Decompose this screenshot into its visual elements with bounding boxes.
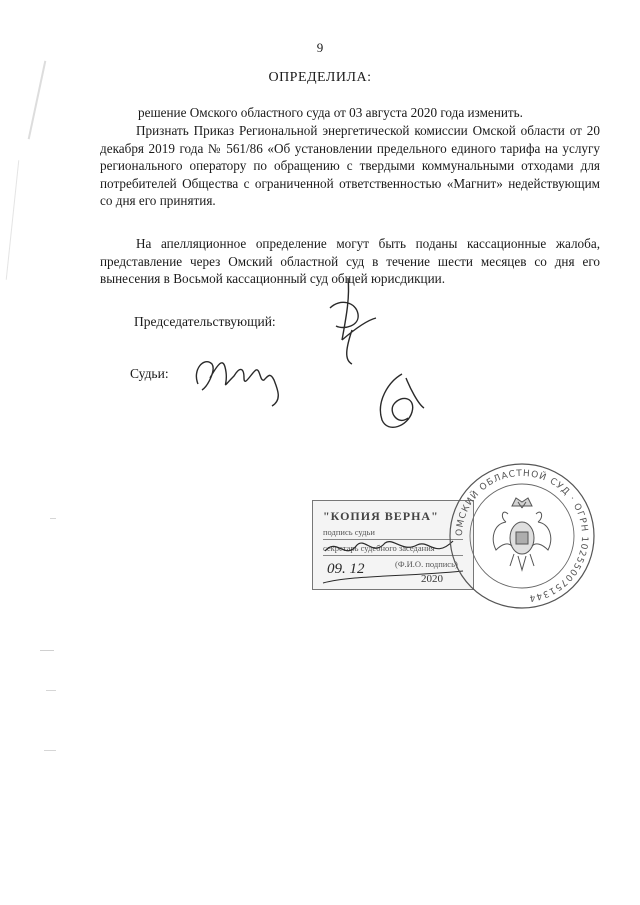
scan-mark (40, 650, 54, 651)
seal-ring-text: ОМСКИЙ ОБЛАСТНОЙ СУД · ОГРН 1025500751344 (454, 468, 590, 603)
paragraph-text: решение Омского областного суда от 03 августа 2020 года изменить. (138, 105, 523, 120)
stamp-year: 2020 (421, 573, 443, 585)
ruling-heading: ОПРЕДЕЛИЛА: (268, 70, 372, 85)
paragraph-text: На апелляционное определение могут быть поданы кассационные жалоба, представление через Омский областной суд в течение шести месяцев со дня его вынесения в Восьмой кассационный суд общей юрисдикции. (100, 236, 600, 287)
stamp-title: "КОПИЯ ВЕРНА" (323, 509, 439, 523)
court-seal (448, 462, 596, 610)
scan-mark (50, 518, 56, 519)
stamp-judge-signature-line: подпись судьи (323, 527, 375, 537)
scan-mark (46, 690, 56, 691)
double-headed-eagle-icon (493, 498, 551, 570)
page-number: 9 (316, 40, 324, 55)
judge-signature-1 (190, 350, 290, 410)
chair-signature (316, 268, 386, 368)
scan-mark (44, 750, 56, 751)
scan-mark (6, 160, 20, 279)
ruling-paragraph-2 (100, 122, 600, 210)
stamp-secretary-line: секретарь судебного заседания (323, 543, 435, 553)
judge-signature-2 (368, 368, 428, 438)
ruling-paragraph-1 (138, 104, 578, 122)
stamp-name-caption: (Ф.И.О. подпись) (395, 559, 458, 569)
stamp-date-handwritten: 09. 12 (327, 561, 365, 577)
chair-label: Председательствующий: (134, 314, 276, 329)
paragraph-text: Признать Приказ Региональной энергетической комиссии Омской области от 20 декабря 2019 года № 561/86 «Об установлении предельного единого тарифа на услугу регионального оператору по обращению с твердыми коммунальными отходами для потребителей Общества с ограниченной ответственностью «Магнит» недействующим со дня его принятия. (100, 123, 600, 209)
judges-label: Судьи: (130, 366, 169, 381)
